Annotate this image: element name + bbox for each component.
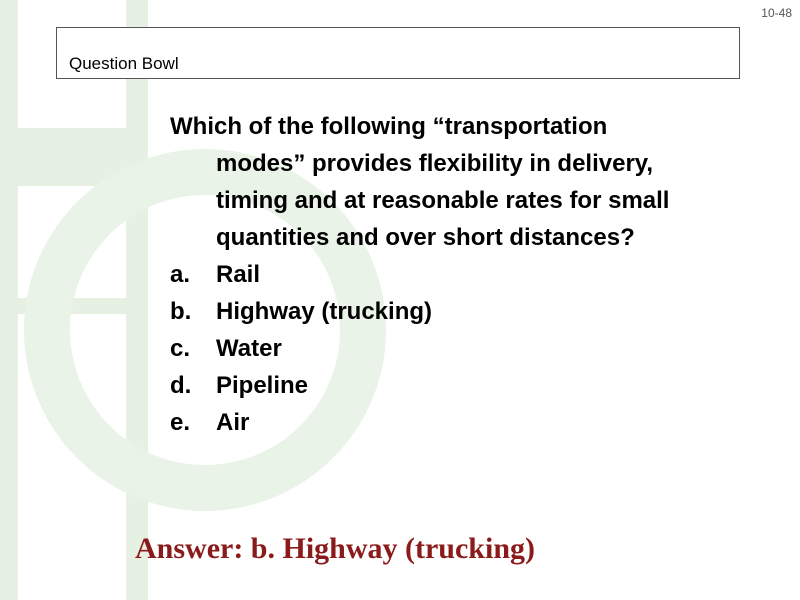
option-text: Rail <box>216 261 261 288</box>
option-list <box>170 256 690 441</box>
title-box <box>56 27 740 79</box>
option-b <box>170 293 690 330</box>
answer-text: Answer: b. Highway (trucking) <box>135 532 536 565</box>
page-number: 10-48 <box>761 6 792 20</box>
option-text: Highway (trucking) <box>216 298 433 325</box>
option-letter: d. <box>170 372 192 399</box>
option-letter: c. <box>170 335 191 362</box>
question-text: Which of the following “transportation modes” provides flexibility in delivery, timing and at reasonable rates for small quantities and over short distances? <box>170 113 670 251</box>
slide-title: Question Bowl <box>69 54 179 73</box>
option-text: Pipeline <box>216 372 309 399</box>
option-text: Water <box>216 335 282 362</box>
background-band-bottom <box>0 298 148 314</box>
option-e <box>170 404 690 441</box>
option-letter: b. <box>170 298 192 325</box>
option-text: Air <box>216 409 250 436</box>
option-d <box>170 367 690 404</box>
option-letter: e. <box>170 409 191 436</box>
option-letter: a. <box>170 261 191 288</box>
question-block <box>170 108 690 441</box>
option-a <box>170 256 690 293</box>
option-c <box>170 330 690 367</box>
